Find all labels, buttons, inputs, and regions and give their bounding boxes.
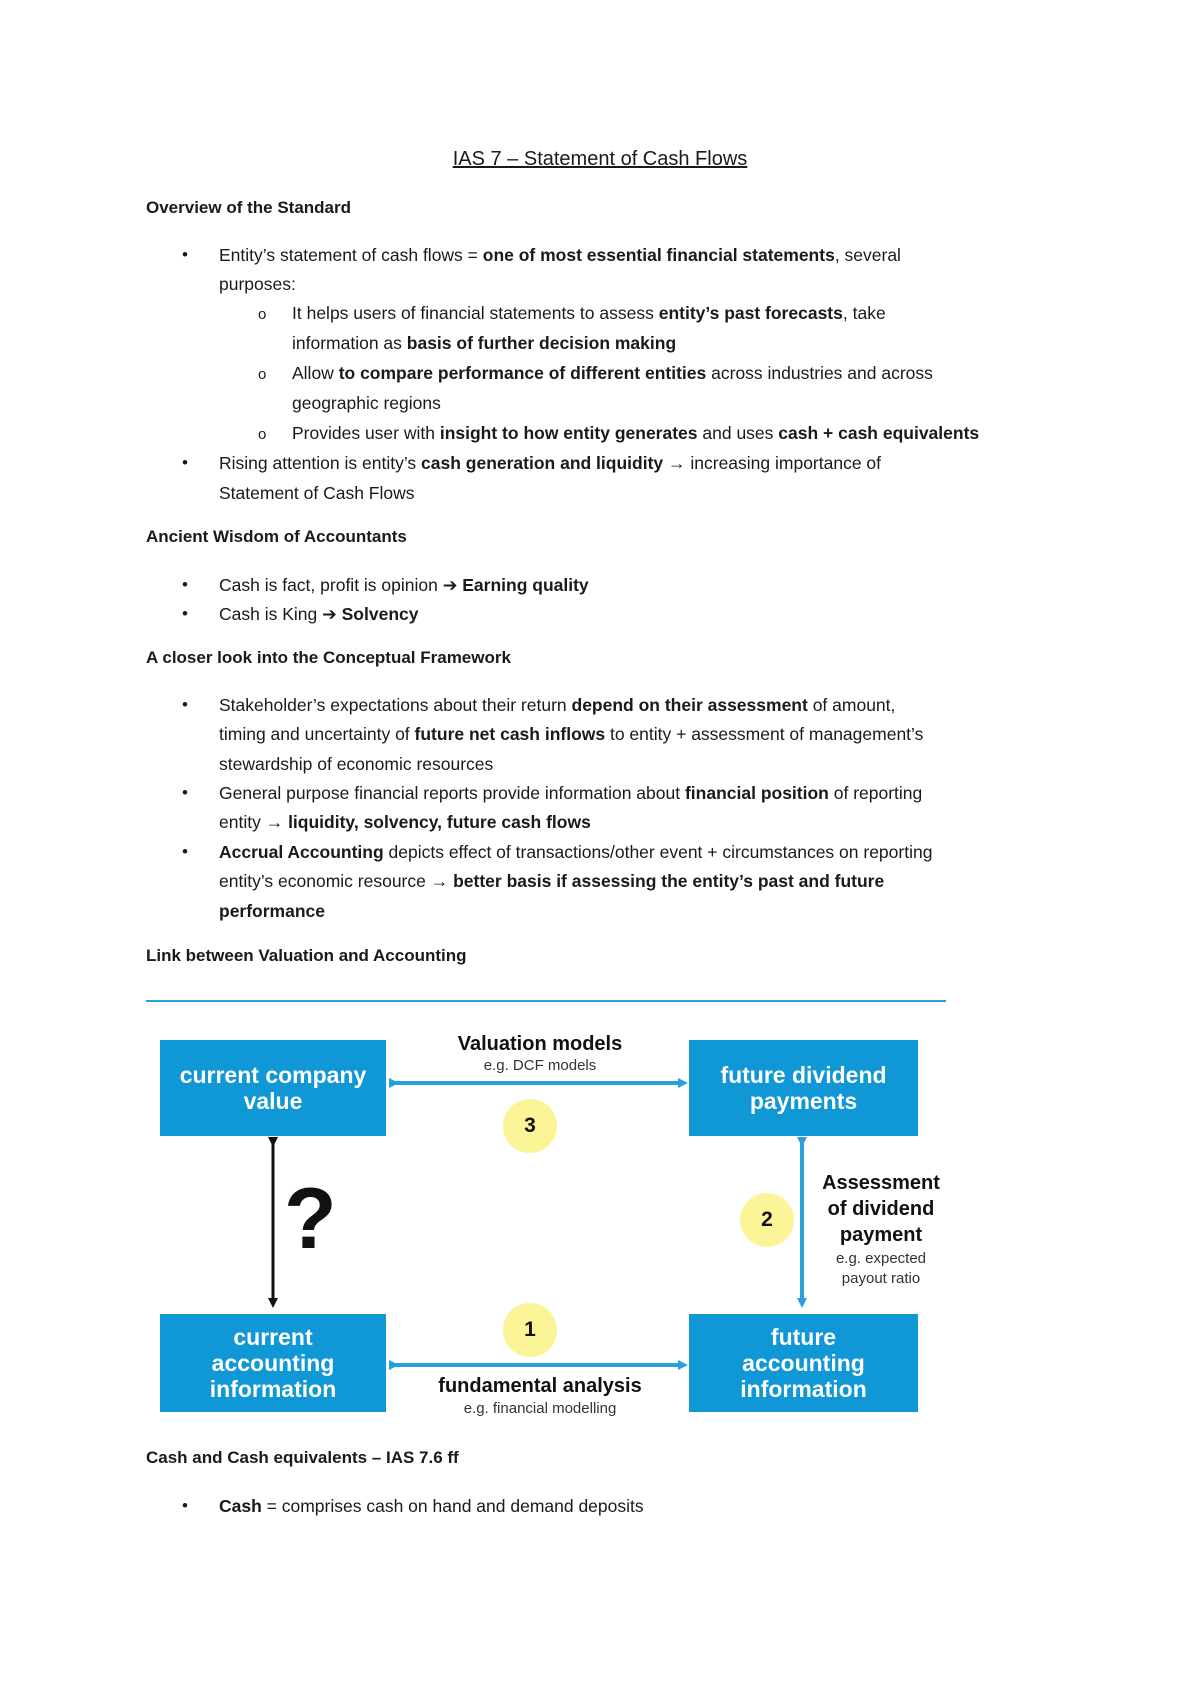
heading-wisdom: Ancient Wisdom of Accountants — [146, 527, 407, 546]
label-fundamental-analysis: fundamental analysis — [438, 1375, 642, 1397]
heading-overview: Overview of the Standard — [146, 198, 351, 217]
label-dividend-assessment: Assessment of dividend payment — [822, 1172, 940, 1246]
bullet-dot: • — [182, 453, 188, 472]
overview-bullet-2-line-2: Statement of Cash Flows — [219, 483, 415, 503]
overview-sub-1-line-2: information as basis of further decision making — [292, 333, 677, 353]
overview-bullet-1-line-2: purposes: — [219, 274, 296, 294]
bullet-dot: • — [182, 1496, 188, 1515]
framework-bullet-2-line-1: General purpose financial reports provide information about financial position of reporting — [219, 783, 923, 803]
label-fundamental-analysis-example: e.g. financial modelling — [463, 1400, 617, 1417]
bullet-dot: • — [182, 575, 188, 594]
overview-sub-2-line-1: Allow to compare performance of different entities across industries and across — [292, 363, 933, 383]
cash-bullet-1: Cash = comprises cash on hand and demand deposits — [219, 1496, 644, 1516]
framework-bullet-1-line-2: timing and uncertainty of future net cash inflows to entity + assessment of management’s — [219, 724, 924, 744]
step-3-circle: 3 — [503, 1099, 557, 1153]
overview-sub-2-line-2: geographic regions — [292, 393, 441, 413]
question-mark: ? — [284, 1171, 337, 1267]
framework-bullet-3-line-3: performance — [219, 901, 326, 921]
framework-bullet-1-line-3: stewardship of economic resources — [219, 754, 494, 774]
step-1-circle: 1 — [503, 1303, 557, 1357]
sub-bullet-marker: o — [258, 426, 267, 443]
wisdom-bullet-2: Cash is King ➔ Solvency — [219, 604, 419, 624]
heading-link: Link between Valuation and Accounting — [146, 946, 467, 965]
label-valuation-models: Valuation models — [457, 1033, 623, 1055]
box-future-accounting-information: future accounting information — [689, 1314, 918, 1412]
label-dividend-assessment-example: e.g. expected payout ratio — [835, 1250, 927, 1287]
overview-sub-3: Provides user with insight to how entity generates and uses cash + cash equivalents — [292, 423, 980, 443]
sub-bullet-marker: o — [258, 306, 267, 323]
box-current-company-value: current company value — [160, 1040, 386, 1136]
box-current-accounting-information: current accounting information — [160, 1314, 386, 1412]
overview-bullet-1-line-1: Entity’s statement of cash flows = one of most essential financial statements, several — [219, 245, 901, 265]
bullet-dot: • — [182, 842, 188, 861]
wisdom-bullet-1: Cash is fact, profit is opinion ➔ Earning quality — [219, 575, 589, 595]
framework-bullet-3-line-1: Accrual Accounting depicts effect of transactions/other event + circumstances on reporting — [219, 842, 933, 862]
label-valuation-models-example: e.g. DCF models — [483, 1057, 597, 1074]
framework-bullet-2-line-2: entity → liquidity, solvency, future cash flows — [219, 812, 591, 832]
overview-bullet-2-line-1: Rising attention is entity’s cash generation and liquidity → increasing importance of — [219, 453, 882, 473]
framework-bullet-1-line-1: Stakeholder’s expectations about their return depend on their assessment of amount, — [219, 695, 896, 715]
bullet-dot: • — [182, 245, 188, 264]
heading-framework: A closer look into the Conceptual Framework — [146, 648, 511, 667]
step-2-circle: 2 — [740, 1193, 794, 1247]
framework-bullet-3-line-2: entity’s economic resource → better basis if assessing the entity’s past and future — [219, 871, 885, 891]
bullet-dot: • — [182, 604, 188, 623]
box-future-dividend-payments: future dividend payments — [689, 1040, 918, 1136]
bullet-dot: • — [182, 695, 188, 714]
heading-cash: Cash and Cash equivalents – IAS 7.6 ff — [146, 1448, 459, 1467]
overview-sub-1-line-1: It helps users of financial statements to assess entity’s past forecasts, take — [292, 303, 886, 323]
bullet-dot: • — [182, 783, 188, 802]
sub-bullet-marker: o — [258, 366, 267, 383]
page-title: IAS 7 – Statement of Cash Flows — [452, 148, 748, 170]
